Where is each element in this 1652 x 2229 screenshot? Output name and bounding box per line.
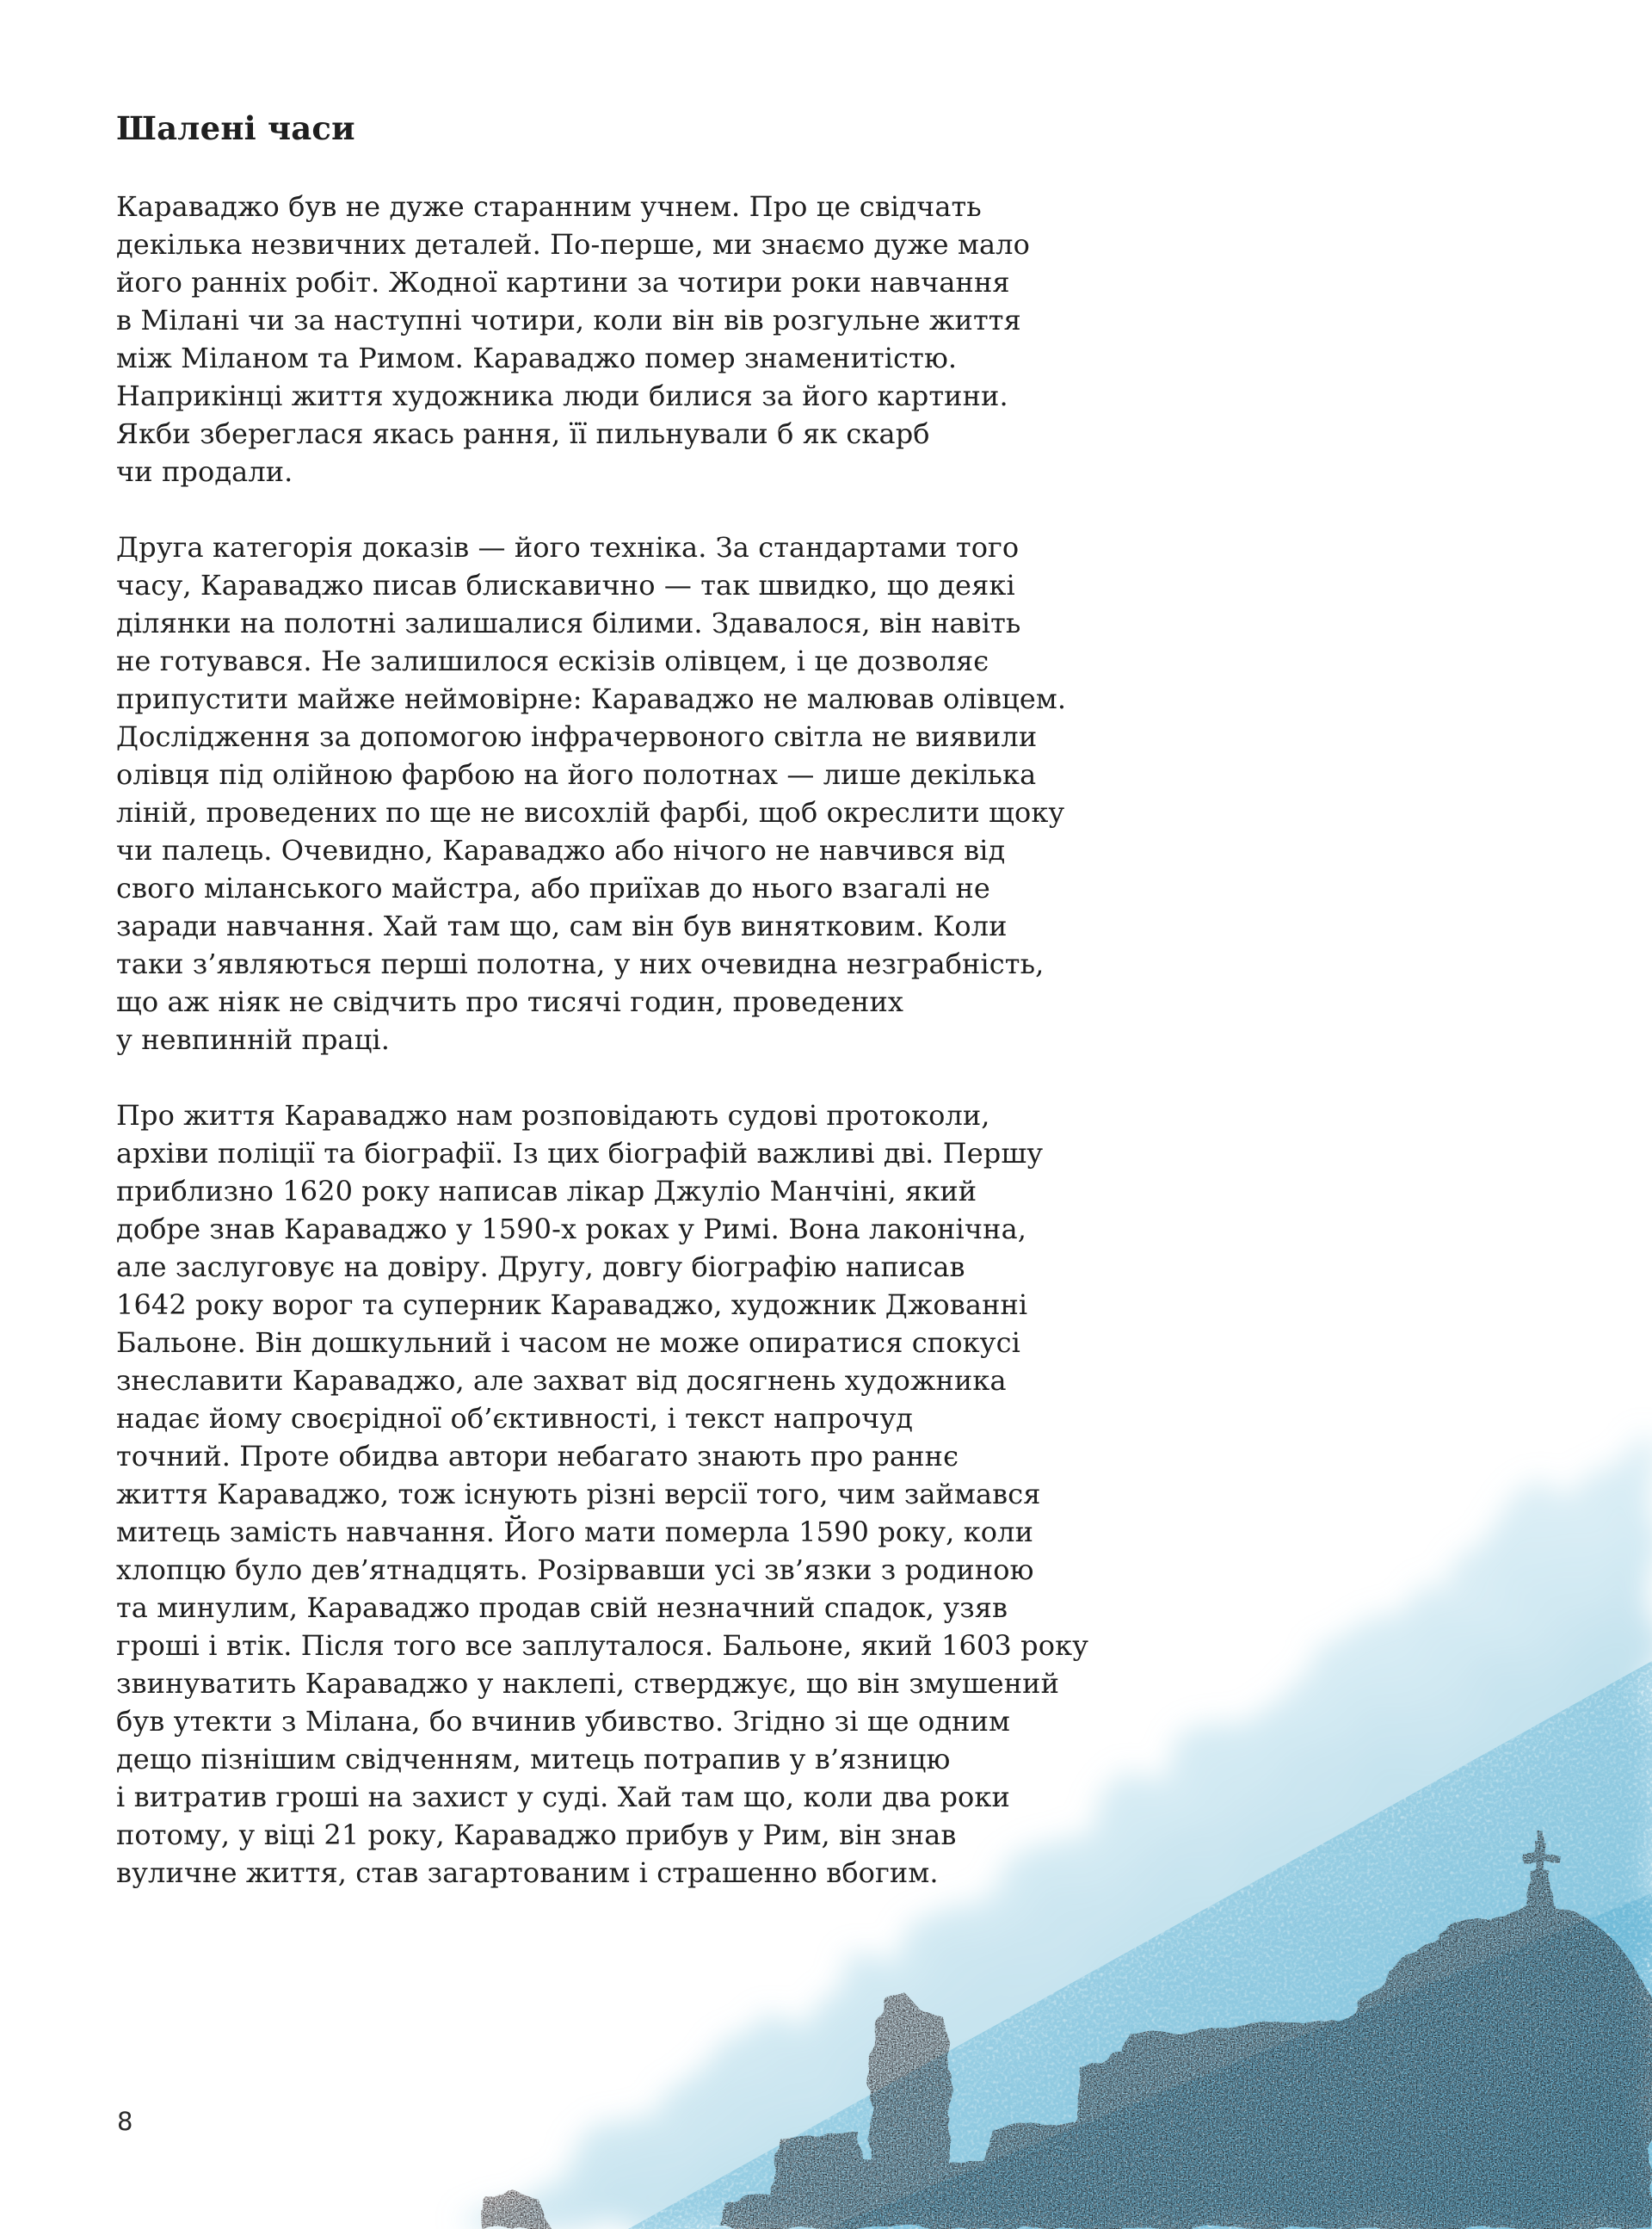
paragraph-1: Караваджо був не дуже старанним учнем. Про це свідчать декілька незвичних деталей. По-перше, ми знаємо дуже мало його ранніх робіт. Жодної картини за чотири роки навчання в Мілані чи за наступні чотири, коли він вів розгульне життя між Міланом та Римом. Караваджо помер знаменитістю. Наприкінці життя художника люди билися за його картини. Якби збереглася якась рання, її пильнували б як скарб чи продали.	[116, 190, 1030, 488]
section-heading: Шалені часи	[116, 109, 355, 147]
page-number: 8	[117, 2107, 133, 2136]
paragraph-3: Про життя Караваджо нам розповідають судові протоколи, архіви поліції та біографії. Із цих біографій важливі дві. Першу приблизно 1620 року написав лікар Джуліо Манчіні, який добре знав Караваджо у 1590-х роках у Римі. Вона лаконічна, але заслуговує на довіру. Другу, довгу біографію написав 1642 року ворог та суперник Караваджо, художник Джованні Бальоне. Він дошкульний і часом не може опиратися спокусі знеславити Караваджо, але захват від досягнень художника надає йому своєрідної об’єктивності, і текст напрочуд точний. Проте обидва автори небагато знають про раннє життя Караваджо, тож існують різні версії того, чим займався митець замість навчання. Його мати померла 1590 року, коли хлопцю було дев’ятнадцять. Розірвавши усі зв’язки з родиною та минулим, Караваджо продав свій незначний спадок, узяв гроші і втік. Після того все заплуталося. Бальоне, який 1603 року звинуватить Караваджо у наклепі, стверджує, що він змушений був утекти з Мілана, бо вчинив убивство. Згідно зі ще одним дещо пізнішим свідченням, митець потрапив у в’язницю і витратив гроші на захист у суді. Хай там що, коли два роки потому, у віці 21 року, Караваджо прибув у Рим, він знав вуличне життя, став загартованим і страшенно вбогим.	[116, 1099, 1089, 1889]
text-column	[116, 110, 1200, 1892]
paragraph-2: Друга категорія доказів — його техніка. За стандартами того часу, Караваджо писав блискавично — так швидко, що деякі ділянки на полотні залишалися білими. Здавалося, він навіть не готувався. Не залишилося ескізів олівцем, і це дозволяє припустити майже неймовірне: Караваджо не малював олівцем. Дослідження за допомогою інфрачервоного світла не виявили олівця під олійною фарбою на його полотнах — лише декілька ліній, проведених по ще не висохлій фарбі, щоб окреслити щоку чи палець. Очевидно, Караваджо або нічого не навчився від свого міланського майстра, або приїхав до нього взагалі не заради навчання. Хай там що, сам він був винятковим. Коли таки з’являються перші полотна, у них очевидна незграбність, що аж ніяк не свідчить про тисячі годин, проведених у невпинній праці.	[116, 531, 1067, 1056]
